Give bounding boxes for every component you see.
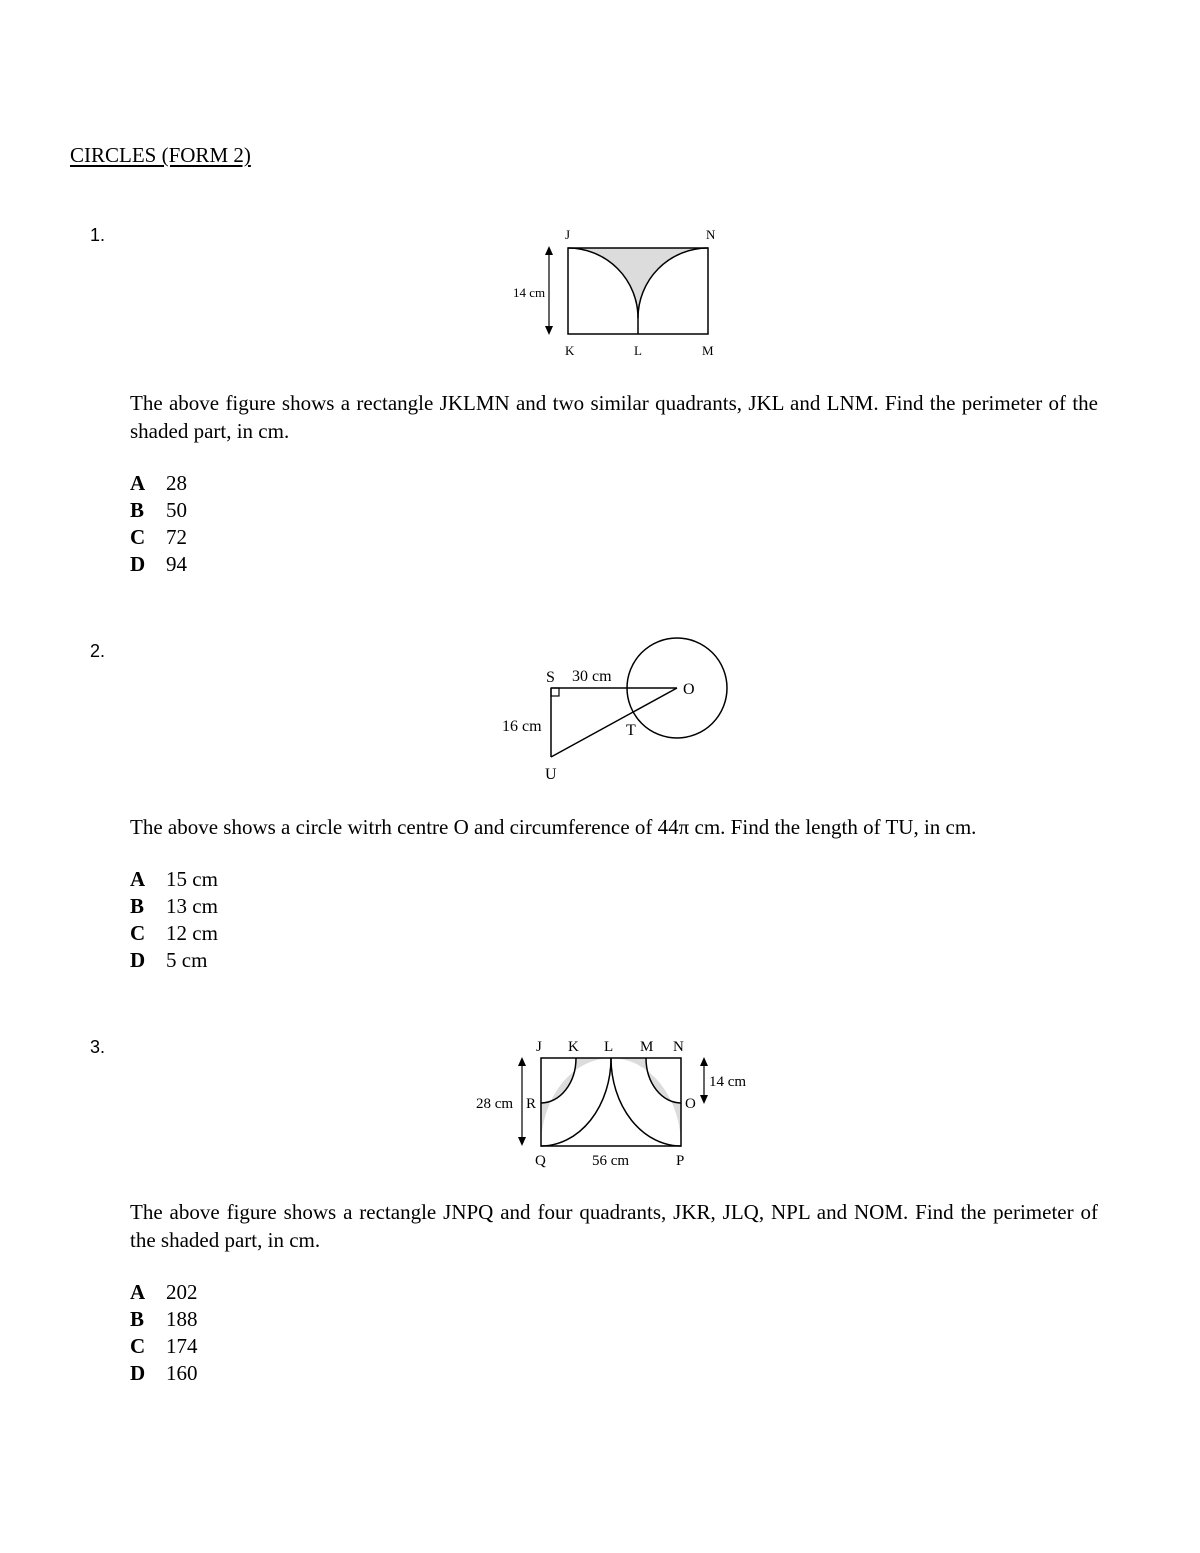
- label-K: K: [565, 343, 575, 358]
- question-number: 3.: [90, 1037, 106, 1057]
- label-16cm: 16 cm: [502, 718, 542, 735]
- option-c: C 12 cm: [130, 921, 218, 945]
- label-L: L: [604, 1039, 614, 1055]
- options-list: [130, 1279, 198, 1387]
- option-b: B 13 cm: [130, 894, 218, 918]
- label-O: O: [685, 1096, 696, 1112]
- option-b: B 188: [130, 1307, 198, 1331]
- label-28cm: 28 cm: [476, 1096, 514, 1112]
- question-number: 2.: [90, 641, 106, 661]
- label-S: S: [546, 669, 555, 686]
- label-M: M: [640, 1039, 654, 1055]
- options-list: [130, 866, 218, 974]
- question-number: 1.: [90, 225, 106, 245]
- question-text: The above figure shows a rectangle JNPQ and four quadrants, JKR, JLQ, NPL and NOM. Find the perimeter of the shaded part, in cm.: [130, 1200, 1098, 1252]
- label-14cm: 14 cm: [709, 1074, 747, 1090]
- option-d: D 5 cm: [130, 948, 208, 972]
- figure-q3-rectangle-quadrants: [470, 1030, 760, 1175]
- label-Q: Q: [535, 1153, 546, 1169]
- question-text: The above figure shows a rectangle JKLMN and two similar quadrants, JKL and LNM. Find the perimeter of the shaded part, in cm.: [130, 391, 1098, 443]
- options-list: [130, 470, 187, 578]
- label-K: K: [568, 1039, 579, 1055]
- label-P: P: [676, 1153, 685, 1169]
- label-14cm: 14 cm: [513, 285, 546, 300]
- label-J: J: [565, 227, 571, 242]
- question-text: The above shows a circle witrh centre O and circumference of 44π cm. Find the length of TU, in cm.: [130, 815, 977, 839]
- option-c: C 72: [130, 525, 187, 549]
- page-title: CIRCLES (FORM 2): [70, 143, 251, 167]
- label-R: R: [526, 1096, 537, 1112]
- option-a: A 28: [130, 471, 187, 495]
- option-a: A 202: [130, 1280, 198, 1304]
- option-c: C 174: [130, 1334, 198, 1358]
- option-b: B 50: [130, 498, 187, 522]
- option-d: D 94: [130, 552, 187, 576]
- label-30cm: 30 cm: [572, 668, 612, 685]
- label-T: T: [626, 722, 636, 739]
- figure-q2-circle-triangle: [490, 630, 740, 785]
- label-56cm: 56 cm: [592, 1153, 630, 1169]
- figure-q1-rectangle-quadrants: [500, 220, 740, 365]
- option-a: A 15 cm: [130, 867, 218, 891]
- label-O: O: [683, 681, 695, 698]
- option-d: D 160: [130, 1361, 198, 1385]
- label-N: N: [706, 227, 716, 242]
- label-U: U: [545, 766, 557, 783]
- label-N: N: [673, 1039, 684, 1055]
- label-J: J: [536, 1039, 542, 1055]
- label-L: L: [634, 343, 642, 358]
- label-M: M: [702, 343, 714, 358]
